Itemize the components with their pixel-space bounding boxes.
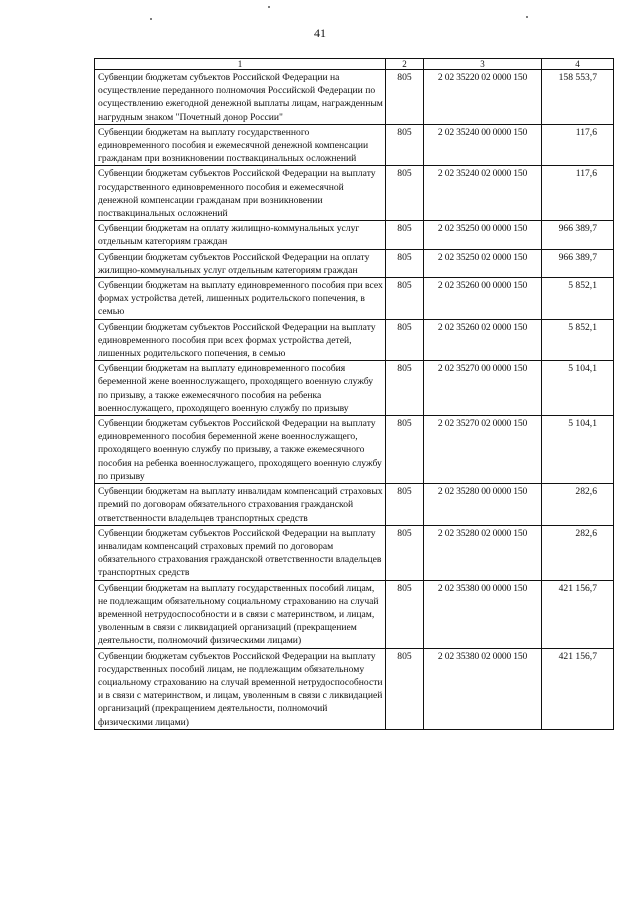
column-header-3: 3	[424, 59, 542, 70]
description-cell: Субвенции бюджетам субъектов Российской Федерации на выплату государственных пособий лицам, не подлежащим обязательному социальному страхованию на случай временной нетрудоспособности и в связи с материнством, и лицам, уволенным в связи с ликвидацией организаций (прекращением деятельности, полномочий физическими лицами)	[95, 648, 386, 729]
amount-cell: 5 852,1	[542, 278, 614, 320]
description-cell: Субвенции бюджетам на выплату государственных пособий лицам, не подлежащим обязательному социальному страхованию на случай временной нетрудоспособности и в связи с материнством, и лицам, уволенным в связи с ликвидацией организаций (прекращением деятельности, полномочий физическими лицами)	[95, 580, 386, 648]
column-header-4: 4	[542, 59, 614, 70]
table-row	[95, 361, 614, 416]
amount-cell: 966 389,7	[542, 221, 614, 249]
budget-code-cell: 2 02 35280 00 0000 150	[424, 484, 542, 526]
scan-speck	[268, 6, 270, 8]
admin-code-cell: 805	[386, 580, 424, 648]
table-row	[95, 70, 614, 125]
amount-cell: 158 553,7	[542, 70, 614, 125]
column-header-2: 2	[386, 59, 424, 70]
page-number: 41	[314, 26, 326, 40]
budget-code-cell: 2 02 35380 02 0000 150	[424, 648, 542, 729]
scan-speck	[150, 18, 152, 20]
admin-code-cell: 805	[386, 278, 424, 320]
description-cell: Субвенции бюджетам на оплату жилищно-коммунальных услуг отдельным категориям граждан	[95, 221, 386, 249]
budget-code-cell: 2 02 35240 02 0000 150	[424, 166, 542, 221]
admin-code-cell: 805	[386, 319, 424, 361]
column-number-row	[95, 59, 614, 70]
amount-cell: 117,6	[542, 124, 614, 166]
budget-code-cell: 2 02 35250 02 0000 150	[424, 249, 542, 277]
table-row	[95, 278, 614, 320]
table-row	[95, 249, 614, 277]
amount-cell: 5 104,1	[542, 361, 614, 416]
admin-code-cell: 805	[386, 525, 424, 580]
description-cell: Субвенции бюджетам субъектов Российской Федерации на оплату жилищно-коммунальных услуг отдельным категориям граждан	[95, 249, 386, 277]
table-row	[95, 221, 614, 249]
admin-code-cell: 805	[386, 70, 424, 125]
description-cell: Субвенции бюджетам на выплату государственного единовременного пособия и ежемесячной денежной компенсации гражданам при возникновении поствакцинальных осложнений	[95, 124, 386, 166]
description-cell: Субвенции бюджетам субъектов Российской Федерации на выплату инвалидам компенсаций страховых премий по договорам обязательного страхования гражданской ответственности владельцев транспортных средств	[95, 525, 386, 580]
budget-code-cell: 2 02 35280 02 0000 150	[424, 525, 542, 580]
amount-cell: 421 156,7	[542, 648, 614, 729]
amount-cell: 117,6	[542, 166, 614, 221]
amount-cell: 282,6	[542, 484, 614, 526]
budget-code-cell: 2 02 35380 00 0000 150	[424, 580, 542, 648]
column-header-1: 1	[95, 59, 386, 70]
amount-cell: 5 852,1	[542, 319, 614, 361]
budget-code-cell: 2 02 35270 02 0000 150	[424, 416, 542, 484]
admin-code-cell: 805	[386, 124, 424, 166]
amount-cell: 421 156,7	[542, 580, 614, 648]
budget-code-cell: 2 02 35250 00 0000 150	[424, 221, 542, 249]
table-row	[95, 166, 614, 221]
budget-code-cell: 2 02 35220 02 0000 150	[424, 70, 542, 125]
admin-code-cell: 805	[386, 166, 424, 221]
description-cell: Субвенции бюджетам субъектов Российской Федерации на выплату единовременного пособия при всех формах устройства детей, лишенных родительского попечения, в семью	[95, 319, 386, 361]
admin-code-cell: 805	[386, 361, 424, 416]
table-row	[95, 416, 614, 484]
budget-code-cell: 2 02 35270 00 0000 150	[424, 361, 542, 416]
table-row	[95, 319, 614, 361]
description-cell: Субвенции бюджетам на выплату единовременного пособия беременной жене военнослужащего, проходящего военную службу по призыву, а также ежемесячного пособия на ребенка военнослужащего, проходящего военную службу по призыву	[95, 361, 386, 416]
budget-code-cell: 2 02 35240 00 0000 150	[424, 124, 542, 166]
table-row	[95, 648, 614, 729]
admin-code-cell: 805	[386, 249, 424, 277]
description-cell: Субвенции бюджетам субъектов Российской Федерации на осуществление переданного полномочия Российской Федерации по осуществлению ежегодной денежной выплаты лицам, награжденным нагрудным знаком "Почетный донор России"	[95, 70, 386, 125]
table-row	[95, 124, 614, 166]
admin-code-cell: 805	[386, 648, 424, 729]
description-cell: Субвенции бюджетам на выплату единовременного пособия при всех формах устройства детей, лишенных родительского попечения, в семью	[95, 278, 386, 320]
budget-code-cell: 2 02 35260 00 0000 150	[424, 278, 542, 320]
amount-cell: 966 389,7	[542, 249, 614, 277]
admin-code-cell: 805	[386, 484, 424, 526]
table-row	[95, 580, 614, 648]
description-cell: Субвенции бюджетам на выплату инвалидам компенсаций страховых премий по договорам обязательного страхования гражданской ответственности владельцев транспортных средств	[95, 484, 386, 526]
amount-cell: 5 104,1	[542, 416, 614, 484]
admin-code-cell: 805	[386, 221, 424, 249]
subventions-table	[94, 58, 614, 730]
description-cell: Субвенции бюджетам субъектов Российской Федерации на выплату единовременного пособия беременной жене военнослужащего, проходящего военную службу по призыву, а также ежемесячного пособия на ребенка военнослужащего, проходящего военную службу по призыву	[95, 416, 386, 484]
budget-code-cell: 2 02 35260 02 0000 150	[424, 319, 542, 361]
table-row	[95, 525, 614, 580]
amount-cell: 282,6	[542, 525, 614, 580]
admin-code-cell: 805	[386, 416, 424, 484]
description-cell: Субвенции бюджетам субъектов Российской Федерации на выплату государственного единовременного пособия и ежемесячной денежной компенсации гражданам при возникновении поствакцинальных осложнений	[95, 166, 386, 221]
scan-speck	[526, 16, 528, 18]
table-body	[95, 70, 614, 730]
table-row	[95, 484, 614, 526]
